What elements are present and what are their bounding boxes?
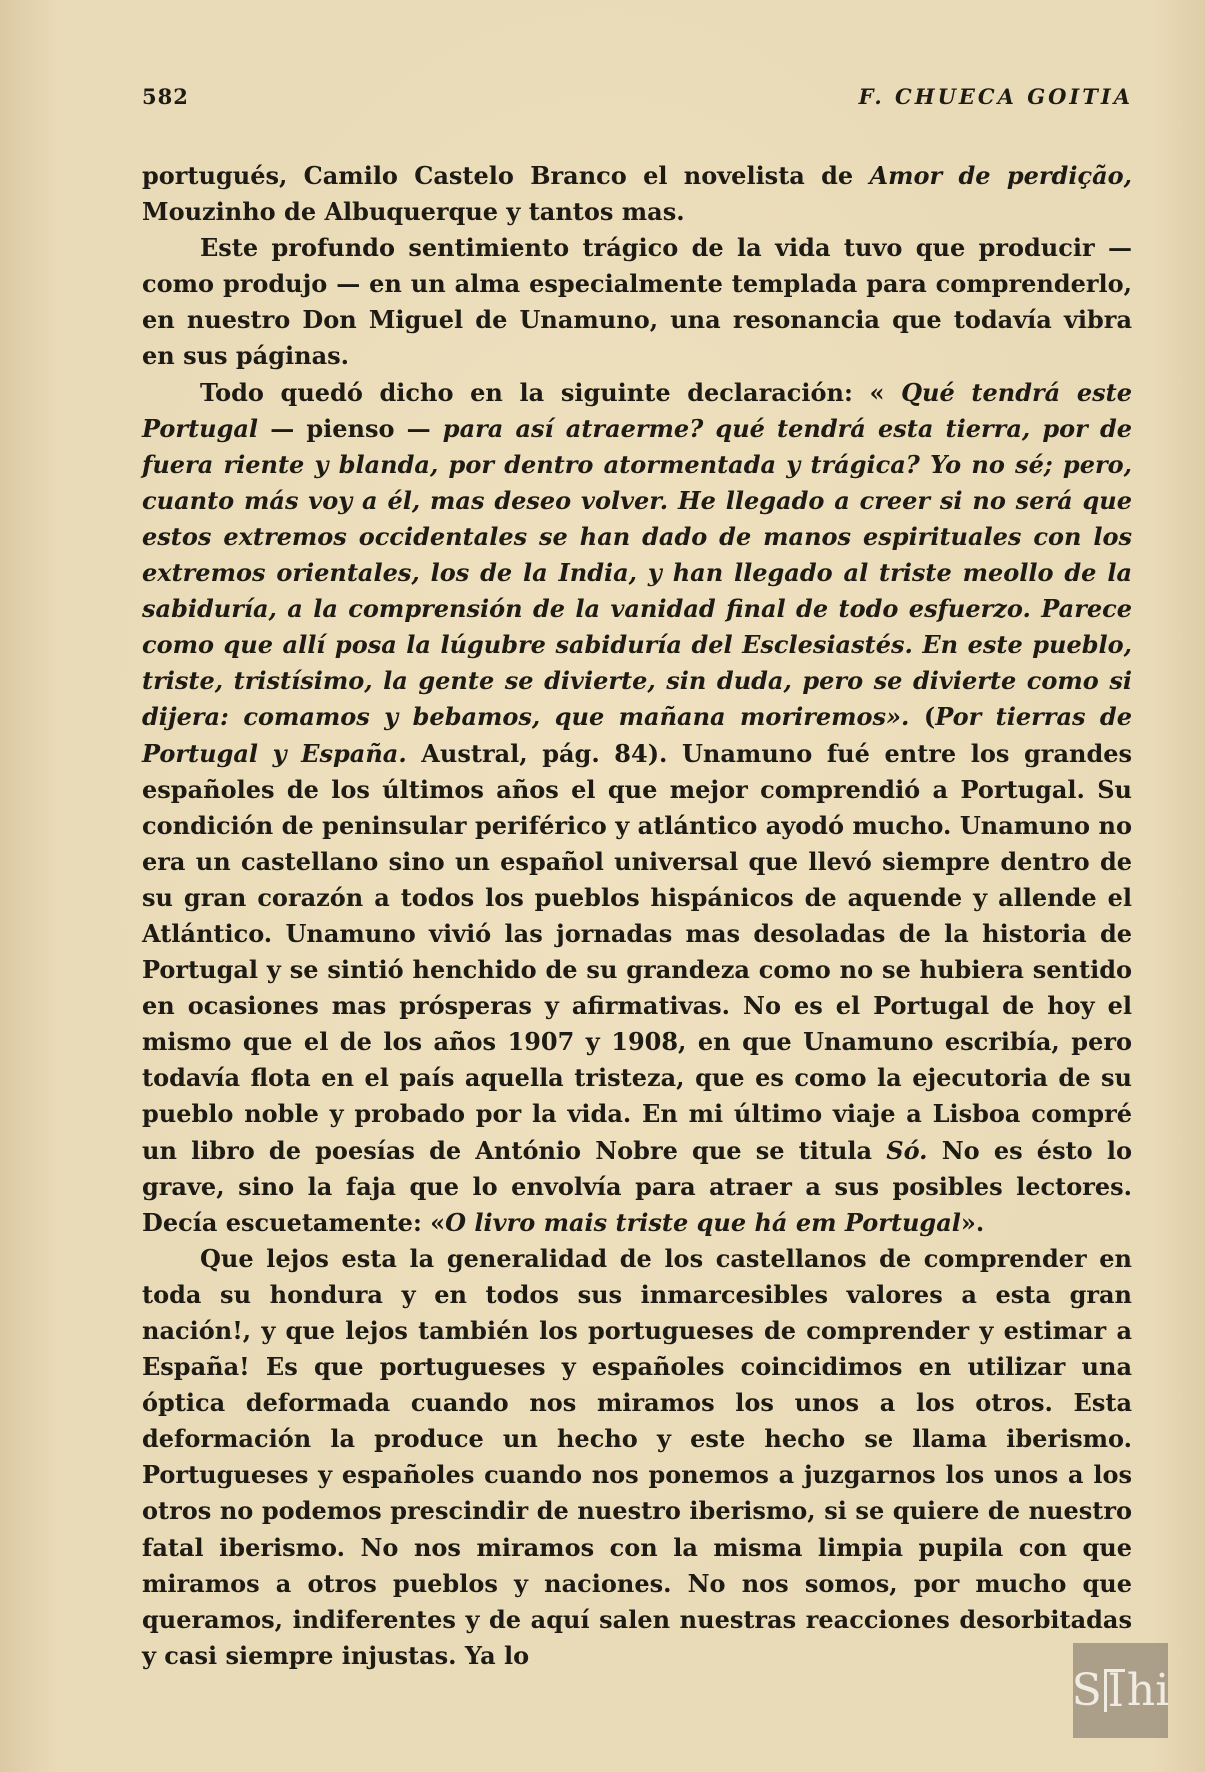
text-run: Mouzinho de Albuquerque y tantos mas.: [142, 197, 685, 227]
quote-italic: para así atraerme? qué tendrá esta tierra, por de fuera riente y blanda, por dentro atormentada y trágica? Yo no sé; pero, cuanto más voy a él, mas deseo volver. He llegado a creer si no será que estos extremos occidentales se han dado de manos espirituales con los extremos orientales, los de la India, y han llegado al triste meollo de la sabiduría, a la comprensión de la vanidad final de todo esfuerzo. Parece como que allí posa la lúgubre sabiduría del Esclesiastés. En este pueblo, triste, tristísimo, la gente se divierte, sin duda, pero se divierte como si dijera: comamos y bebamos, que mañana moriremos».: [142, 413, 1132, 732]
logo-letter: l: [1104, 1669, 1125, 1712]
text-run: Todo quedó dicho en la siguinte declaración: «: [200, 377, 902, 407]
book-title-italic: Amor de perdição,: [869, 161, 1132, 190]
running-head: [142, 84, 1133, 114]
logo-letter: hi: [1126, 1665, 1170, 1716]
book-title-italic: Só.: [886, 1135, 928, 1165]
quote-italic: Qué tendrá este Portugal: [142, 377, 1132, 443]
paragraph-2: Este profundo sentimiento trágico de la vida tuvo que producir — como produjo — en un alma especialmente templada para comprenderlo, en nuestro Don Miguel de Unamuno, una resonancia que todavía vibra en sus páginas.: [142, 233, 1132, 371]
library-logo: [1073, 1643, 1168, 1738]
page-number: 582: [142, 84, 189, 109]
paragraph-4: Que lejos esta la generalidad de los castellanos de comprender en toda su hondura y en todos sus inmarcesibles valores a esta gran nación!, y que lejos también los portugueses de comprender y estimar a España! Es que portugueses y españoles coincidimos en utilizar una óptica deformada cuando nos miramos los unos a los otros. Esta deformación la produce un hecho y este hecho se llama iberismo. Portugueses y españoles cuando nos ponemos a juzgarnos los unos a los otros no podemos prescindir de nuestro iberismo, si se quiere de nuestro fatal iberismo. No nos miramos con la misma limpia pupila con que miramos a otros pueblos y naciones. No nos somos, por mucho que queramos, indiferentes y de aquí salen nuestras reacciones desorbitadas y casi siempre injustas. Ya lo: [142, 1243, 1132, 1670]
book-title-italic: Por tierras de Portugal y España.: [142, 702, 1132, 768]
text-run: (: [909, 702, 936, 732]
logo-letter: S: [1071, 1665, 1102, 1716]
quote-italic: O livro mais triste que há em Portugal: [445, 1207, 961, 1237]
paragraph-1: [142, 158, 1132, 230]
text-run: ».: [960, 1207, 985, 1237]
running-head-author: F. CHUECA GOITIA: [858, 84, 1133, 109]
body-text: [142, 158, 1132, 1674]
text-run: portugués, Camilo Castelo Branco el novelista de: [142, 161, 870, 190]
text-run: — pienso —: [258, 413, 443, 443]
paragraph-3: [142, 375, 1132, 1241]
text-run: No es ésto lo grave, sino la faja que lo envolvía para atraer a sus posibles lectores. Decía escuetamente: «: [142, 1135, 1132, 1237]
text-run: Austral, pág. 84). Unamuno fué entre los grandes españoles de los últimos años el que mejor comprendió a Portugal. Su condición de peninsular periférico y atlántico ayodó mucho. Unamuno no era un castellano sino un español universal que llevó siempre dentro de su gran corazón a todos los pueblos hispánicos de aquende y allende el Atlántico. Unamuno vivió las jornadas mas desoladas de la historia de Portugal y se sintió henchido de su grandeza como no se hubiera sentido en ocasiones mas prósperas y afirmativas. No es el Portugal de hoy el mismo que el de los años 1907 y 1908, en que Unamuno escribía, pero todavía flota en el país aquella tristeza, que es como la ejecutoria de su pueblo noble y probado por la vida. En mi último viaje a Lisboa compré un libro de poesías de António Nobre que se titula: [142, 738, 1133, 1165]
